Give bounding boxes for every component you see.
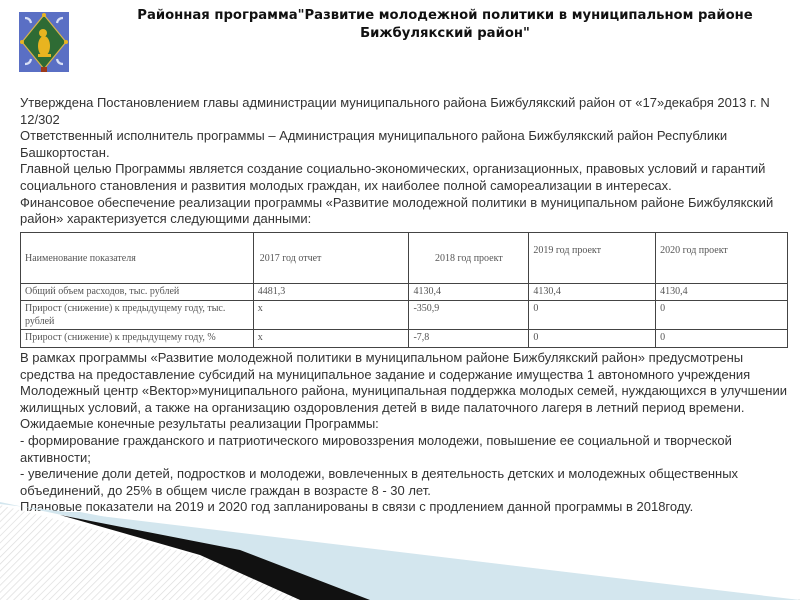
table-cell: -7,8 xyxy=(409,330,529,348)
financing-table xyxy=(20,232,788,348)
table-cell: 0 xyxy=(656,330,788,348)
table-cell: 0 xyxy=(529,330,656,348)
table-cell: 4130,4 xyxy=(529,284,656,301)
planned-indicators-paragraph: Плановые показатели на 2019 и 2020 год запланированы в связи с продлением данной программы в 2018году. xyxy=(20,499,694,515)
table-cell: х xyxy=(253,301,409,330)
table-cell: -350,9 xyxy=(409,301,529,330)
results-heading: Ожидаемые конечные результаты реализации Программы: xyxy=(20,416,379,432)
table-header-row xyxy=(21,233,788,284)
subsidies-paragraph: В рамках программы «Развитие молодежной политики в муниципальном районе Бижбулякский район» предусмотрены средства на предоставление субсидий на муниципальное задание и содержание имущества 1 автономного учреждения Молодежный центр «Вектор»муниципального района, муниципальная поддержка молодых семей, нуждающихся в улучшении жилищных условий, а также на организацию оздоровления детей в виде палаточного лагеря в летний период времени. xyxy=(20,350,788,415)
page-title xyxy=(100,7,790,43)
table-cell: 4481,3 xyxy=(253,284,409,301)
table-cell: х xyxy=(253,330,409,348)
table-cell: 0 xyxy=(656,301,788,330)
table-cell: 0 xyxy=(529,301,656,330)
goal-paragraph: Главной целью Программы является создание социально-экономических, организационных, правовых условий и гарантий социального становления и развития молодых граждан, их наиболее полной самореализации в интересах. xyxy=(20,161,766,193)
title-line-2: Бижбулякский район" xyxy=(360,26,530,41)
table-row xyxy=(21,301,788,330)
executor-paragraph: Ответственный исполнитель программы – Администрация муниципального района Бижбулякский район Республики Башкортостан. xyxy=(20,128,728,160)
financing-paragraph: Финансовое обеспечение реализации программы «Развитие молодежной политики в муниципальном районе Бижбулякский район» характеризуется следующими данными: xyxy=(20,194,774,227)
header-cell: 2019 год проект xyxy=(529,233,656,284)
table-row xyxy=(21,284,788,301)
approval-paragraph: Утверждена Постановлением главы администрации муниципального района Бижбулякский район от «17»декабря 2013 г. N 12/302 xyxy=(20,95,770,127)
program-description xyxy=(20,350,790,516)
intro-section xyxy=(20,95,790,228)
header-cell xyxy=(253,233,409,284)
decorative-swoosh xyxy=(0,500,800,600)
table-cell: 4130,4 xyxy=(656,284,788,301)
header-cell-text: 2017 год отчет xyxy=(259,252,322,264)
header-cell: 2018 год проект xyxy=(409,233,529,284)
table-cell: Прирост (снижение) к предыдущему году, тыс. рублей xyxy=(21,301,254,330)
header-cell: Наименование показателя xyxy=(21,233,254,284)
table-cell: Прирост (снижение) к предыдущему году, % xyxy=(21,330,254,348)
coat-of-arms-icon xyxy=(19,12,69,74)
table-cell: Общий объем расходов, тыс. рублей xyxy=(21,284,254,301)
header-cell: 2020 год проект xyxy=(656,233,788,284)
table-cell: 4130,4 xyxy=(409,284,529,301)
table-row xyxy=(21,330,788,348)
result-item: - увеличение доли детей, подростков и молодежи, вовлеченных в деятельность детских и молодежных общественных объединений, до 25% в общем числе граждан в возрасте 8 - 30 лет. xyxy=(20,466,739,498)
result-item: - формирование гражданского и патриотического мировоззрения молодежи, повышение ее социальной и творческой активности; xyxy=(20,432,732,465)
title-line-1: Районная программа"Развитие молодежной политики в муниципальном районе xyxy=(137,8,753,23)
